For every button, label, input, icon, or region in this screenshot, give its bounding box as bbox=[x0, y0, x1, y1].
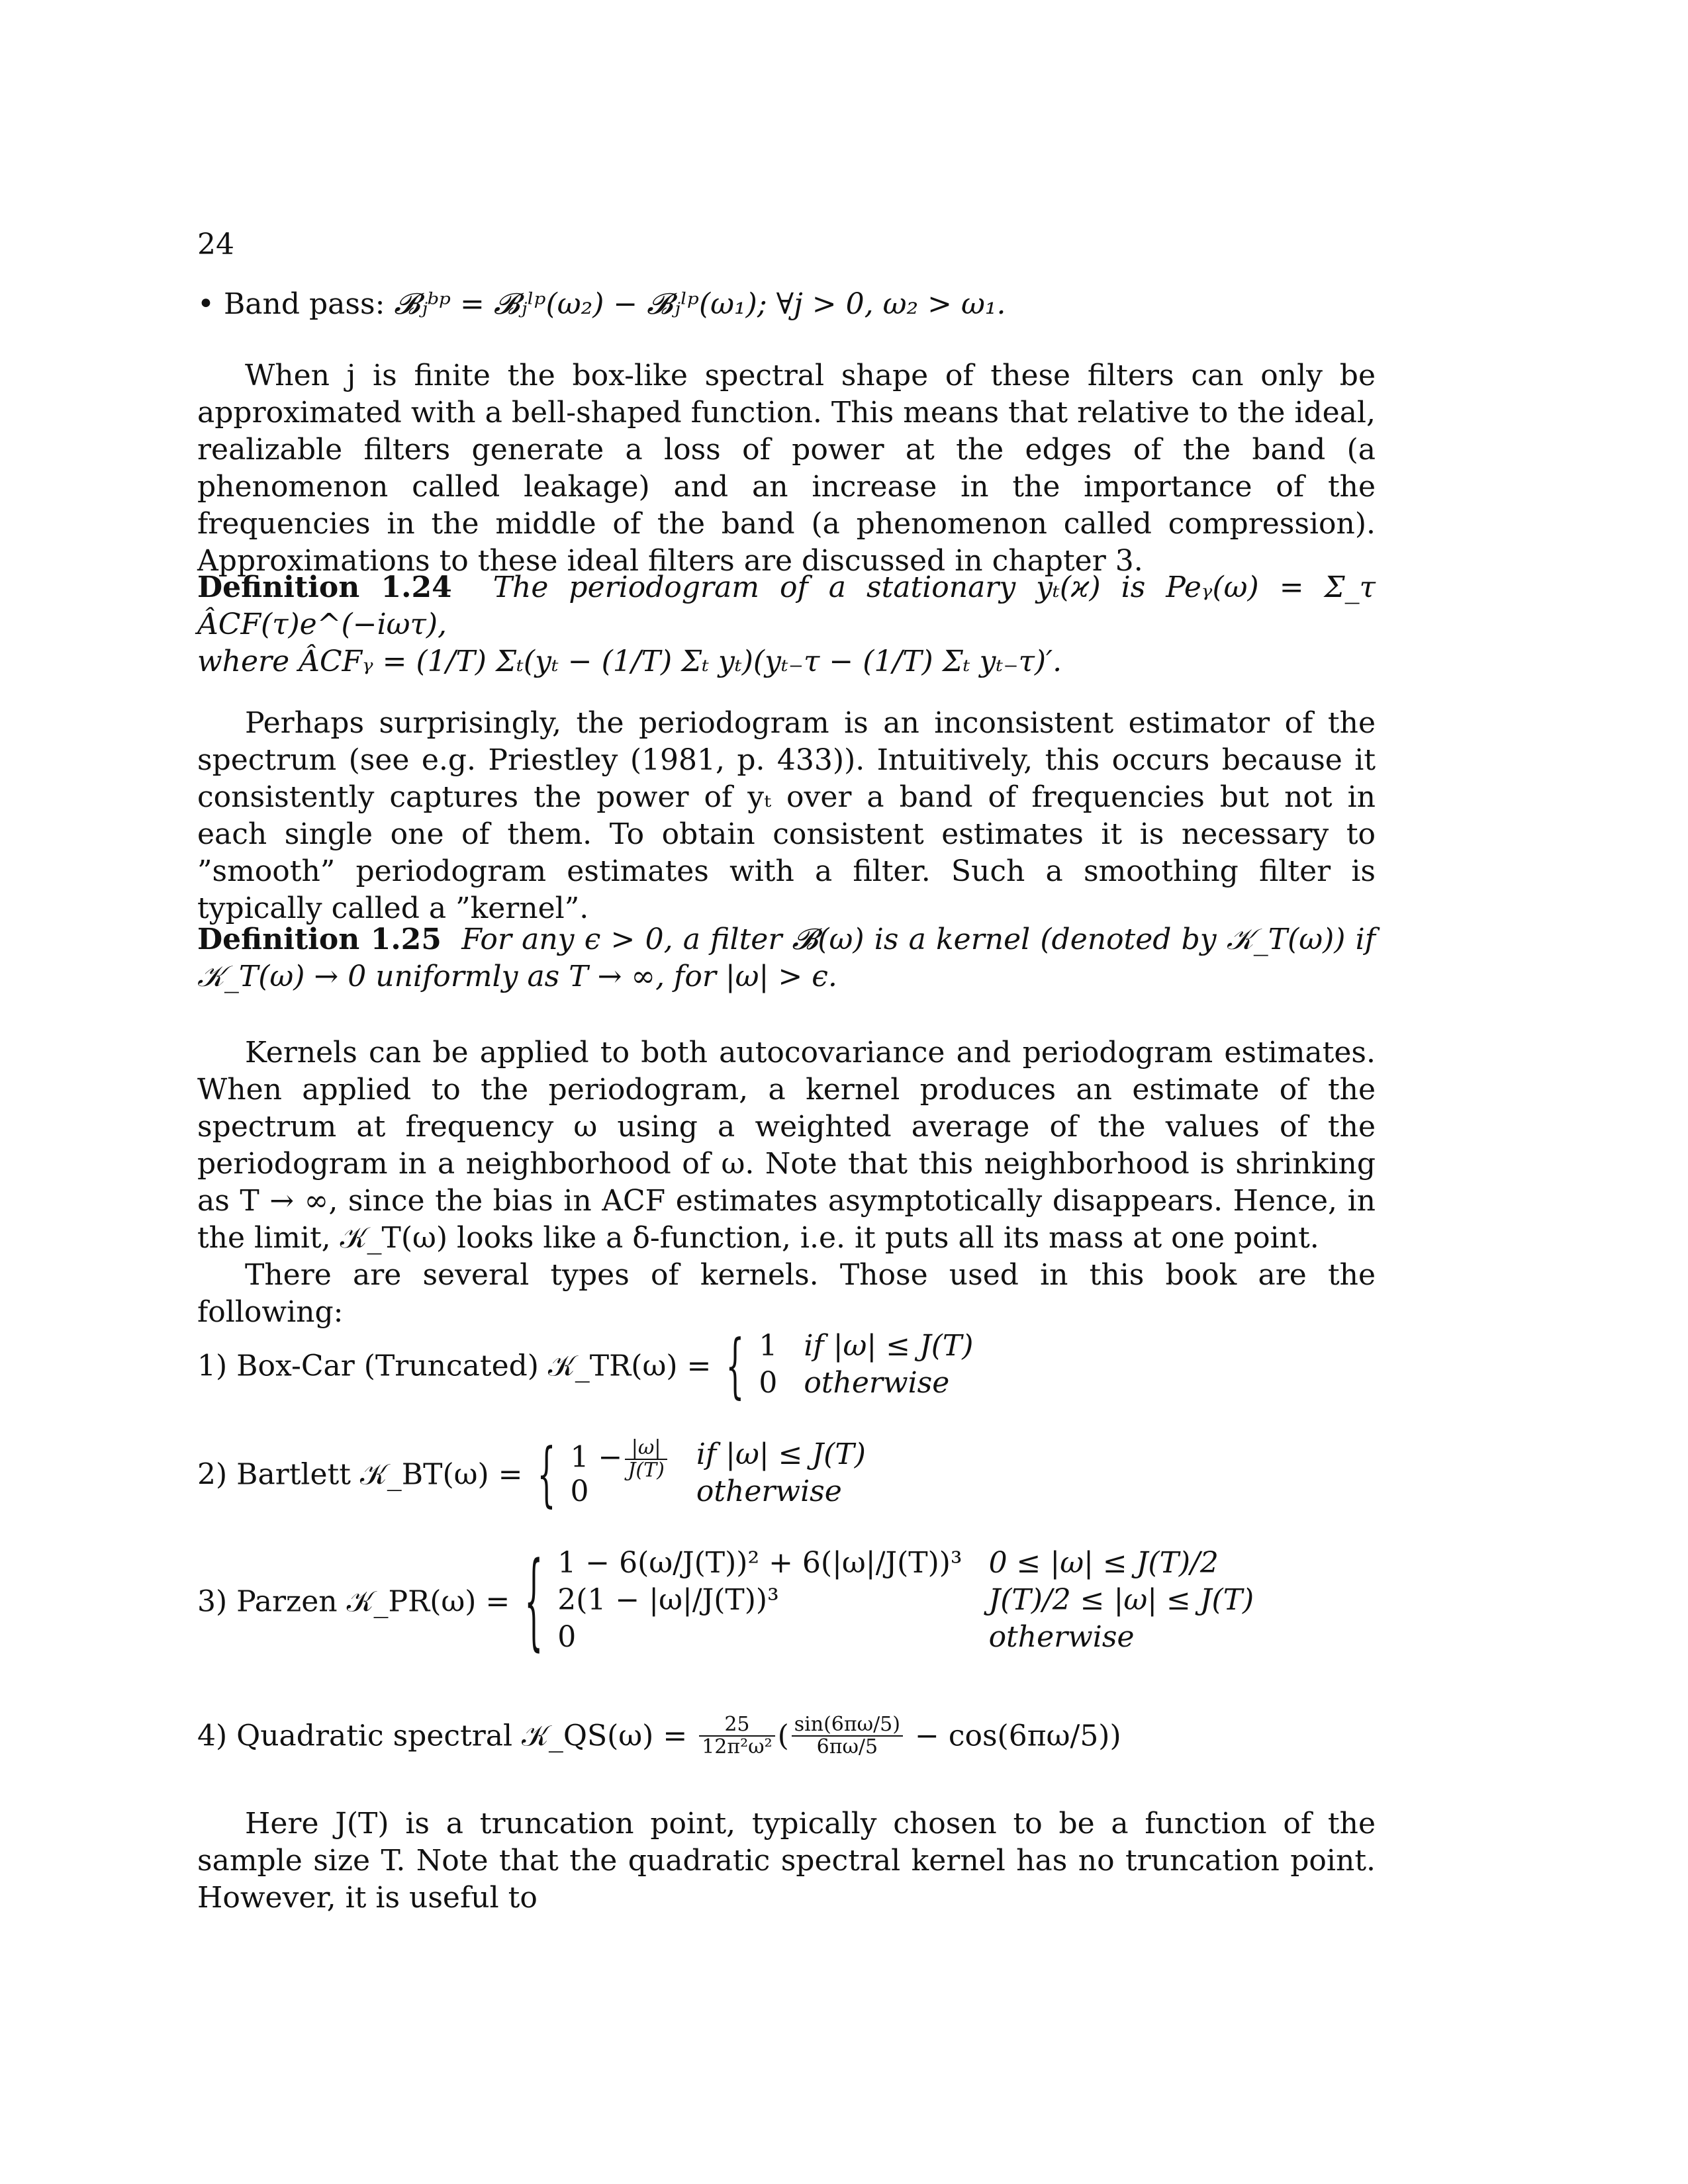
kernel-parzen-r1-cond: 0 ≤ |ω| ≤ J(T)/2 bbox=[988, 1546, 1219, 1580]
kernel-bartlett-frac-den: J(T) bbox=[628, 1459, 665, 1482]
paragraph-1-text: When j is finite the box-like spectral shape of these filters can only be approximated with a bell-shaped function. This means that relative to the ideal, realizable filters generate a loss of power at the edges of the band (a phenomenon called leakage) and an increase in the importance of the frequencies in the middle of the band (a phenomenon called compression). Approximations to these ideal filters are discussed in chapter 3. bbox=[197, 359, 1376, 578]
paragraph-3-text: Kernels can be applied to both autocovariance and periodogram estimates. When applied to the periodogram, a kernel produces an estimate of the spectrum at frequency ω using a weighted average of the values of the periodogram in a neighborhood of ω. Note that this neighborhood is shrinking as T → ∞, since the bias in ACF estimates asymptotically disappears. Hence, in the limit, 𝒦_T(ω) looks like a δ-function, i.e. it puts all its mass at one point. bbox=[197, 1036, 1376, 1255]
brace-icon: { bbox=[537, 1433, 556, 1516]
kernel-bartlett-r2-value: 0 bbox=[570, 1475, 589, 1508]
definition-1-25-text: For any ϵ > 0, a filter 𝓑(ω) is a kernel (denoted by 𝒦_T(ω)) if 𝒦_T(ω) → 0 uniformly as T → ∞, for |ω| > ϵ. bbox=[197, 923, 1376, 993]
kernel-qs-frac1-num: 25 bbox=[699, 1714, 774, 1737]
brace-icon: { bbox=[524, 1541, 543, 1662]
paragraph-4-text: There are several types of kernels. Those used in this book are the following: bbox=[197, 1258, 1376, 1329]
kernel-parzen-r3-value: 0 bbox=[557, 1620, 577, 1654]
definition-1-24-line2: where ÂCFᵧ = (1/T) Σₜ(yₜ − (1/T) Σₜ yₜ)(yₜ₋τ − (1/T) Σₜ yₜ₋τ)′. bbox=[197, 645, 1062, 678]
kernel-boxcar-label: 1) Box-Car (Truncated) 𝒦_TR(ω) = bbox=[197, 1349, 712, 1383]
paragraph-2 bbox=[197, 705, 1376, 927]
definition-1-24-line1: The periodogram of a stationary yₜ(ϰ) is Peᵧ(ω) = Σ_τ ÂCF(τ)e^(−iωτ), bbox=[197, 570, 1376, 641]
kernel-boxcar-r2-value: 0 bbox=[759, 1366, 778, 1400]
kernel-boxcar-r1-cond: if |ω| ≤ J(T) bbox=[804, 1329, 974, 1363]
page bbox=[197, 0, 1376, 2184]
kernel-parzen-r2-cond: J(T)/2 ≤ |ω| ≤ J(T) bbox=[988, 1583, 1254, 1617]
definition-1-24-label: Definition 1.24 bbox=[197, 570, 452, 604]
definition-1-25 bbox=[197, 921, 1376, 995]
paragraph-1 bbox=[197, 357, 1376, 580]
definition-1-25-label: Definition 1.25 bbox=[197, 923, 442, 956]
kernel-qs-tail: − cos(6πω/5)) bbox=[914, 1719, 1121, 1753]
kernel-parzen-r2-value: 2(1 − |ω|/J(T))³ bbox=[557, 1583, 779, 1617]
kernel-parzen-r3-cond: otherwise bbox=[988, 1620, 1135, 1654]
bandpass-formula: 𝓑ⱼᵇᵖ = 𝓑ⱼˡᵖ(ω₂) − 𝓑ⱼˡᵖ(ω₁); ∀j > 0, ω₂ > ω₁. bbox=[394, 287, 1006, 321]
kernel-boxcar-r2-cond: otherwise bbox=[804, 1366, 950, 1400]
kernel-bartlett-r1-cond: if |ω| ≤ J(T) bbox=[696, 1437, 866, 1471]
kernel-qs-frac1-den: 12π²ω² bbox=[702, 1735, 773, 1758]
kernel-qs: 4) Quadratic spectral 𝒦_QS(ω) = $\frac{25}{\text{12π²ω²}}$ ( $\frac{\sin(6\pi\omega/5)}{6\pi\omega/5}$ − cos(6πω/5)) bbox=[197, 1713, 1121, 1758]
paragraph-5 bbox=[197, 1805, 1376, 1917]
kernel-bartlett-frac-num: |ω| bbox=[625, 1437, 667, 1460]
kernel-qs-label: 4) Quadratic spectral 𝒦_QS(ω) = bbox=[197, 1719, 688, 1753]
kernel-parzen-label: 3) Parzen 𝒦_PR(ω) = bbox=[197, 1584, 510, 1619]
paragraph-2-text: Perhaps surprisingly, the periodogram is an inconsistent estimator of the spectrum (see e.g. Priestley (1981, p. 433)). Intuitively, this occurs because it consistently captures the power of yₜ over a band of frequencies but not in each single one of them. To obtain consistent estimates it is necessary to ”smooth” periodogram estimates with a filter. Such a smoothing filter is typically called a ”kernel”. bbox=[197, 706, 1376, 925]
kernel-parzen-r1-value: 1 − 6(ω/J(T))² + 6(|ω|/J(T))³ bbox=[557, 1546, 962, 1580]
kernel-qs-frac2-den: 6πω/5 bbox=[816, 1735, 878, 1758]
definition-1-24 bbox=[197, 569, 1376, 680]
bandpass-label: Band pass: bbox=[223, 287, 385, 321]
kernel-boxcar-r1-value: 1 bbox=[759, 1329, 778, 1363]
kernel-bartlett-r2-cond: otherwise bbox=[696, 1475, 842, 1508]
kernel-bartlett bbox=[197, 1433, 866, 1516]
bandpass-item bbox=[197, 286, 1376, 323]
bullet-icon: • bbox=[197, 287, 214, 321]
kernel-bartlett-label: 2) Bartlett 𝒦_BT(ω) = bbox=[197, 1457, 523, 1492]
brace-icon: { bbox=[726, 1325, 745, 1407]
paragraph-3 bbox=[197, 1034, 1376, 1331]
kernel-bartlett-r1-pre: 1 − bbox=[570, 1440, 623, 1475]
kernel-boxcar bbox=[197, 1325, 974, 1407]
kernel-parzen bbox=[197, 1541, 1254, 1662]
paragraph-5-text: Here J(T) is a truncation point, typically chosen to be a function of the sample size T. Note that the quadratic spectral kernel has no truncation point. However, it is useful to bbox=[197, 1807, 1376, 1915]
page-number: 24 bbox=[197, 228, 234, 261]
kernel-qs-frac2-num: sin(6πω/5) bbox=[792, 1714, 903, 1737]
